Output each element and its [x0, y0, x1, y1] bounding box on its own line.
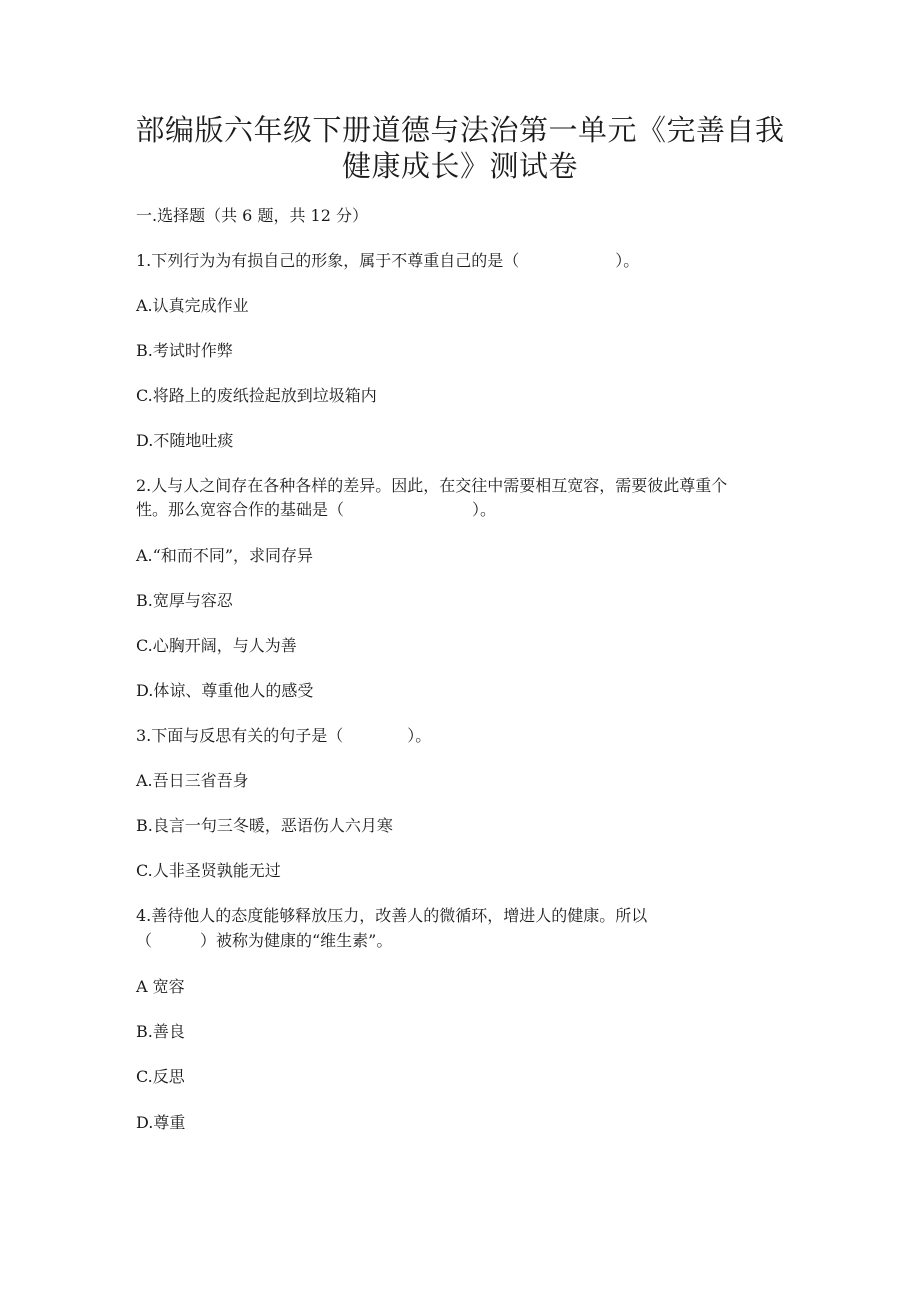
question-2-option-a: A.“和而不同”，求同存异	[136, 546, 314, 565]
question-2-stem-line-2: 性。那么宽容合作的基础是（ ）。	[136, 500, 497, 519]
section-heading: 一.选择题（共 6 题，共 12 分）	[136, 206, 368, 225]
question-3-option-c: C.人非圣贤孰能无过	[136, 861, 281, 880]
question-1-option-d: D.不随地吐痰	[136, 431, 234, 450]
document-title-line-1: 部编版六年级下册道德与法治第一单元《完善自我	[135, 113, 785, 147]
document-title-line-2: 健康成长》测试卷	[341, 149, 578, 183]
question-3-option-b: B.良言一句三冬暖，恶语伤人六月寒	[136, 816, 393, 835]
question-3-stem: 3.下面与反思有关的句子是（ ）。	[136, 726, 432, 745]
question-4-stem-line-2: （ ）被称为健康的“维生素”。	[136, 931, 393, 950]
question-2-option-d: D.体谅、尊重他人的感受	[136, 681, 314, 700]
question-4-option-c: C.反思	[136, 1067, 185, 1086]
question-1-option-a: A.认真完成作业	[136, 296, 249, 315]
question-2-stem-line-1: 2.人与人之间存在各种各样的差异。因此，在交往中需要相互宽容，需要彼此尊重个	[136, 476, 728, 495]
question-3-option-a: A.吾日三省吾身	[136, 771, 249, 790]
question-1-stem: 1.下列行为为有损自己的形象，属于不尊重自己的是（ ）。	[136, 251, 640, 270]
question-4-option-a: A 宽容	[136, 977, 185, 996]
question-1-option-c: C.将路上的废纸捡起放到垃圾箱内	[136, 386, 377, 405]
question-1-option-b: B.考试时作弊	[136, 341, 233, 360]
question-4-option-d: D.尊重	[136, 1113, 186, 1132]
question-2-option-b: B.宽厚与容忍	[136, 591, 233, 610]
question-4-stem-line-1: 4.善待他人的态度能够释放压力，改善人的微循环，增进人的健康。所以	[136, 906, 648, 925]
question-4-option-b: B.善良	[136, 1022, 185, 1041]
question-2-option-c: C.心胸开阔，与人为善	[136, 636, 297, 655]
